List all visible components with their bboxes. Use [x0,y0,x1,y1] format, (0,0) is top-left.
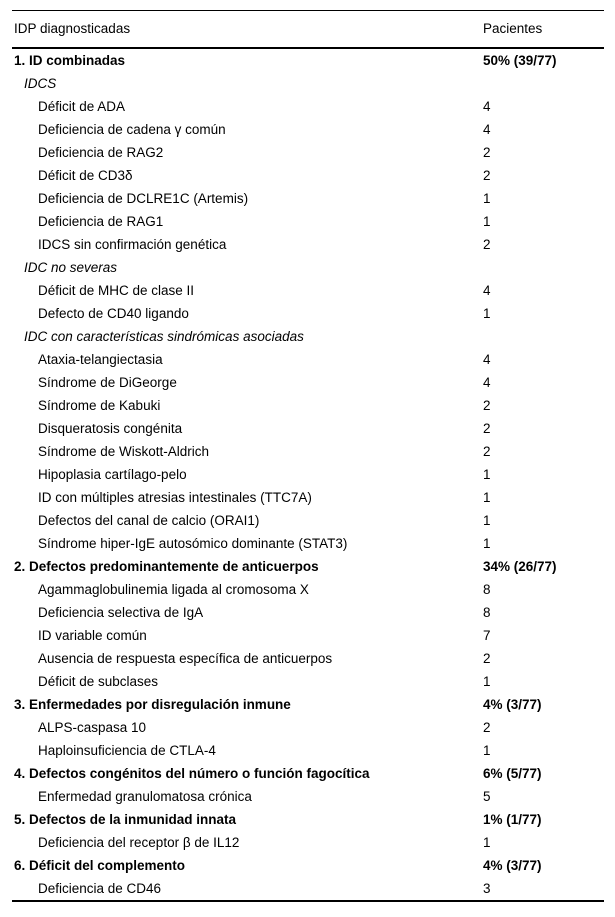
table-row [12,440,604,463]
table-row [12,187,604,210]
row-value: 1 [483,512,491,528]
row-label: Enfermedad granulomatosa crónica [38,788,252,804]
row-value: 1 [483,305,491,321]
row-value: 4 [483,121,491,137]
row-label: 6. Déficit del complemento [14,857,186,873]
table-row [12,118,604,141]
row-label: Deficiencia de CD46 [38,880,162,896]
table-row [12,601,604,624]
row-value: 1 [483,742,491,758]
row-label: 4. Defectos congénitos del número o función fagocítica [14,765,370,781]
table-row [12,279,604,302]
row-value: 4 [483,282,491,298]
table-row [12,348,604,371]
row-value: 1 [483,834,491,850]
row-label: Ausencia de respuesta específica de anticuerpos [38,650,333,666]
idp-diagnoses-table [12,10,604,902]
table-row [12,785,604,808]
row-label: Deficiencia de RAG2 [38,144,164,160]
table-row [12,762,604,785]
row-label: 2. Defectos predominantemente de anticuerpos [14,558,319,574]
table-row [12,486,604,509]
table-row [12,716,604,739]
row-value: 7 [483,627,491,643]
row-value: 50% (39/77) [483,52,557,68]
table-row [12,256,604,279]
table-row [12,48,604,72]
column-header-idp-diagnosticadas: IDP diagnosticadas [12,11,481,49]
row-label: Déficit de MHC de clase II [38,282,195,298]
row-value: 1 [483,466,491,482]
row-value: 8 [483,604,491,620]
row-label: Haploinsuficiencia de CTLA-4 [38,742,216,758]
table-row [12,509,604,532]
table-row [12,302,604,325]
row-label: Deficiencia de DCLRE1C (Artemis) [38,190,249,206]
row-label: Deficiencia selectiva de IgA [38,604,204,620]
table-row [12,532,604,555]
row-label: IDCS sin confirmación genética [38,236,227,252]
table-row [12,463,604,486]
row-label: ID variable común [38,627,147,643]
row-value: 2 [483,167,491,183]
table-row [12,578,604,601]
row-value: 4 [483,374,491,390]
table-row [12,555,604,578]
row-value [481,256,604,279]
row-label: ID con múltiples atresias intestinales (TTC7A) [38,489,312,505]
row-label: Deficiencia de RAG1 [38,213,164,229]
table-row [12,877,604,901]
row-value [481,325,604,348]
row-label: Déficit de ADA [38,98,126,114]
row-value: 4% (3/77) [483,857,542,873]
row-label: Defectos del canal de calcio (ORAI1) [38,512,260,528]
table-row [12,831,604,854]
row-value: 8 [483,581,491,597]
row-label: 1. ID combinadas [14,52,126,68]
row-label: ALPS-caspasa 10 [38,719,147,735]
table-row [12,854,604,877]
row-value: 2 [483,397,491,413]
row-label: IDC con características sindrómicas asociadas [24,328,304,344]
row-value: 1 [483,213,491,229]
row-value: 6% (5/77) [483,765,542,781]
row-label: IDCS [24,75,57,91]
table-row [12,371,604,394]
row-label: Síndrome hiper-IgE autosómico dominante (STAT3) [38,535,348,551]
row-label: Disqueratosis congénita [38,420,183,436]
table-row [12,164,604,187]
row-value: 1 [483,489,491,505]
row-value: 1 [483,535,491,551]
row-value: 34% (26/77) [483,558,557,574]
row-label: 3. Enfermedades por disregulación inmune [14,696,291,712]
row-value: 1 [483,673,491,689]
row-label: Ataxia-telangiectasia [38,351,163,367]
row-label: Síndrome de DiGeorge [38,374,177,390]
row-label: Defecto de CD40 ligando [38,305,189,321]
table-row [12,624,604,647]
row-value: 3 [483,880,491,896]
table-row [12,95,604,118]
table-row [12,72,604,95]
row-value: 4 [483,98,491,114]
row-label: Agammaglobulinemia ligada al cromosoma X [38,581,309,597]
table-row [12,325,604,348]
table-row [12,233,604,256]
row-value: 1 [483,190,491,206]
row-value [481,72,604,95]
row-label: 5. Defectos de la inmunidad innata [14,811,237,827]
row-value: 4% (3/77) [483,696,542,712]
row-value: 2 [483,443,491,459]
table-row [12,210,604,233]
table-row [12,417,604,440]
row-label: Déficit de CD3δ [38,167,133,183]
row-label: Síndrome de Kabuki [38,397,161,413]
table-row [12,739,604,762]
row-label: Hipoplasia cartílago-pelo [38,466,187,482]
row-value: 2 [483,420,491,436]
row-value: 1% (1/77) [483,811,542,827]
row-value: 2 [483,144,491,160]
row-label: IDC no severas [24,259,118,275]
row-value: 2 [483,650,491,666]
table-row [12,808,604,831]
table-header-row [12,11,604,49]
table-row [12,394,604,417]
table-row [12,647,604,670]
row-label: Deficiencia del receptor β de IL12 [38,834,240,850]
table-row [12,670,604,693]
row-value: 2 [483,236,491,252]
row-value: 2 [483,719,491,735]
row-label: Síndrome de Wiskott-Aldrich [38,443,210,459]
table-row [12,693,604,716]
row-label: Deficiencia de cadena γ común [38,121,226,137]
row-value: 4 [483,351,491,367]
table-row [12,141,604,164]
column-header-pacientes: Pacientes [481,11,604,49]
row-value: 5 [483,788,491,804]
row-label: Déficit de subclases [38,673,159,689]
table-body [12,48,604,901]
